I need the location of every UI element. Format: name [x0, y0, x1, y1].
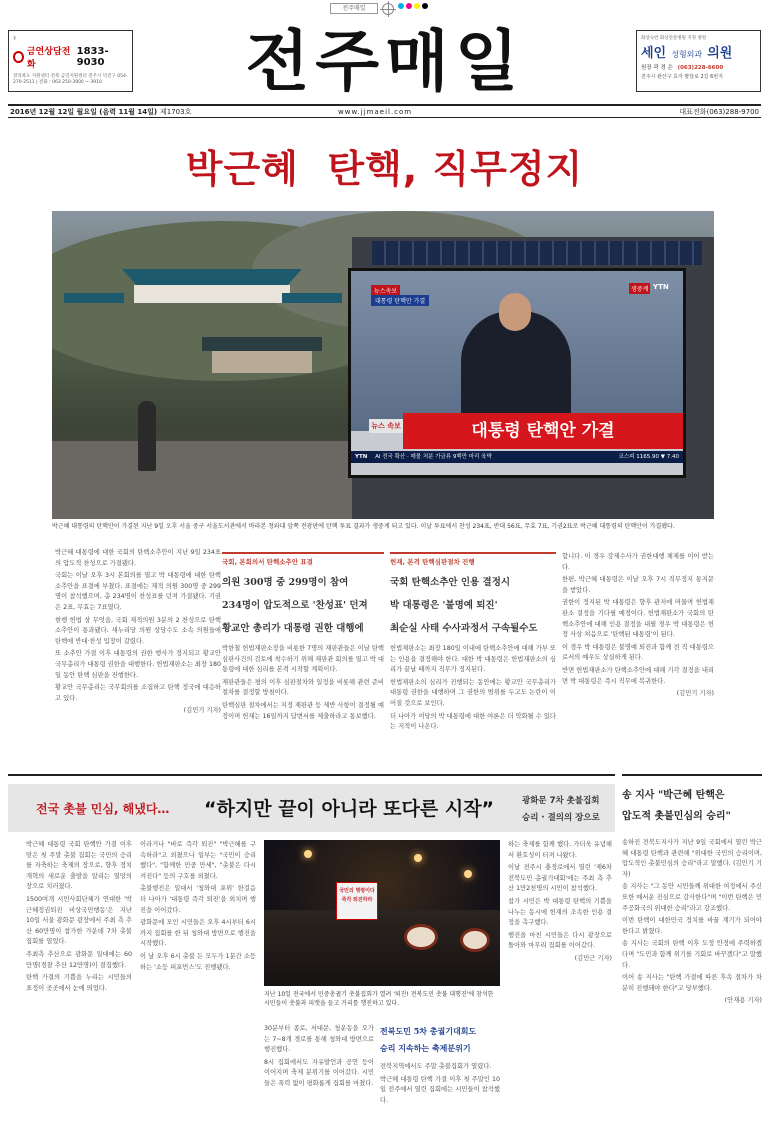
photo-caption: 박근혜 대통령의 탄핵안이 가결된 지난 9일 오후 서울 중구 서울도서관에서 바라본 청와대 앞쪽 전광판에 탄핵 투표 결과가 생중계 되고 있다. 이날 투표에서 찬성 234표, 반대 56표, 무효 7표, 기권2표로 박근혜 대통령의 탄핵안이 가결됐다. — [52, 523, 675, 530]
article1-p: 국회는 이날 오후 3시 본회의를 열고 박 대통령에 대한 탄핵소추안을 표결에 부쳤다. 표결에는 재적 의원 300명 중 299명이 참석했으며, 총 234명이 찬성표를 던져 가결됐다. 기권은 2표, 무효는 7표였다. — [55, 572, 221, 611]
tv-logo: YTN — [653, 283, 669, 291]
ad-left-number: 1833-9030 — [76, 46, 109, 68]
article1-byline: (김민기 기자) — [183, 707, 221, 715]
tv-ticker-logo: YTN — [355, 454, 368, 460]
palace-roof — [202, 337, 322, 351]
side-headline: 압도적 촛불민심의 승리" — [622, 811, 731, 822]
candle-photo — [264, 840, 500, 986]
article2-head: 황교안 총리가 대통령 권한 대행에 — [222, 623, 364, 634]
tv-badge: 뉴스속보 — [371, 285, 400, 296]
article4-p: 이 경우 박 대통령은 불명예 퇴진과 함께 전 직 대통령으로서의 예우도 상실하게 된다. — [562, 643, 714, 662]
article4-byline: (김민기 기자) — [676, 690, 714, 698]
candle-p: 이날 전주시 충경로에서 열린 '제6차 전북도민 총궐기대회'에는 주최 측 추산 1만2천명의 시민이 참석했다. — [508, 864, 612, 893]
palace-building — [134, 285, 290, 303]
candle-p: 8시 집회에서도 자유발언과 공연 등이 이어지며 축제 분위기를 이어갔다. 시민들은 폭력 없이 평화롭게 집회를 마쳤다. — [264, 1058, 374, 1087]
solar-panels — [372, 241, 702, 265]
ad-right-name3: 의원 — [707, 46, 733, 61]
ad-clinic — [636, 30, 761, 92]
candle-col4 — [508, 840, 612, 967]
candle-byline: (김민근 기자) — [574, 954, 612, 962]
candle-col2 — [140, 840, 256, 975]
article4-p: 반면 헌법재판소가 탄핵소추안에 대해 기각 결정을 내리면 박 대통령은 즉시 직무에 복귀한다. — [562, 666, 714, 685]
ad-right-tel: (063)228-6600 — [677, 65, 724, 71]
article1-p: 박근혜 대통령에 대한 국회의 탄핵소추안이 지난 9일 234표의 압도적 찬성으로 가결됐다. — [55, 549, 221, 567]
palace-roof — [282, 293, 342, 303]
article4-p: 권한이 정지된 박 대통령은 향후 관저에 머물며 헌법재판소 결정을 기다릴 예정이다. 헌법재판소가 국회의 탄핵소추안에 대해 인용 결정을 내릴 경우 박 대통령은 헌정 사상 처음으로 '탄핵된 대통령'이 된다. — [562, 599, 714, 639]
tv-screen — [348, 268, 686, 478]
article2-head: 의원 300명 중 299명이 참여 — [222, 577, 349, 588]
statue — [138, 401, 156, 471]
tv-sub: 대통령 탄핵안 가결 — [371, 295, 429, 306]
side-byline: (안재용 기자) — [724, 997, 762, 1005]
candle-subhead: 전북도민 5차 총궐기대회도 — [380, 1026, 477, 1036]
side-headline: 송 지사 "박근혜 탄핵은 — [622, 790, 725, 801]
candle-col3-left — [264, 1024, 374, 1092]
registration-mark — [382, 3, 394, 15]
dateline-date: 2016년 12월 12일 월요일 (음력 11월 14일) — [10, 108, 158, 116]
article3-head: 최순실 사태 수사과정서 구속될수도 — [390, 623, 538, 634]
candle-p: 박근혜 대통령 탄핵 가결 이후 첫 주말인 10일 전주에서 열린 집회에는 시민들이 참석했다. — [380, 1075, 500, 1104]
article2-p: 박한철 헌법재판소장을 비롯한 7명의 재판관들은 이날 탄핵심판사건의 검토에 착수하기 위해 재판관 회의를 열고 박 대통령에 대한 심리를 본격 시작할 계획이다. — [222, 645, 385, 674]
article4-p: 합니다. 이 경우 강제수사가 권한대행 체제를 이어 받는다. — [562, 553, 714, 571]
article1-p: 또 소추안 가결 이후 대통령의 권한 행사가 정지되고 황교안 국무총리가 대통령 권한을 대행한다. 헌법재판소는 최장 180일 동안 탄핵 심판을 진행한다. — [55, 650, 221, 679]
article3-tag: 헌재, 본격 탄핵심판절차 진행 — [390, 552, 556, 566]
side-p: 이번 탄핵이 대한민국 정치를 바꿀 계기가 되어야 한다고 밝혔다. — [622, 917, 762, 935]
candle-banner — [8, 784, 615, 832]
dateline-url: www.jjmaeil.com — [338, 108, 413, 116]
cmyk-marks — [398, 3, 430, 11]
tv-stock: 코스피 1165.90 ▼ 7.40 — [618, 454, 679, 460]
protest-sign: 국민의 명령이다 즉각 퇴진하라 — [336, 882, 378, 920]
tv-corner: 생중계 — [629, 283, 650, 294]
article2-tag: 국회, 본회의서 탄핵소추안 표결 — [222, 552, 384, 566]
article1-p: 황교안 국무총리는 국무회의를 소집하고 탄핵 정국에 대응하고 있다. — [55, 684, 221, 702]
candle-headline: “하지만 끝이 아니라 또다른 시작” — [204, 798, 495, 820]
article3-head: 박 대통령은 '불명예 퇴진' — [390, 600, 498, 611]
palace-roof — [64, 293, 124, 303]
candle-col1 — [26, 840, 132, 996]
article3-p: 헌법재판소는 최장 180일 이내에 탄핵소추안에 대해 가부 또는 인용을 결정해야 한다. 대한 박 대통령은 헌법재판소의 심리가 끝날 때까지 직무가 정지된다. — [390, 645, 556, 674]
article3-head: 국회 탄핵소추안 인용 결정시 — [390, 577, 511, 588]
palace-building — [212, 351, 312, 373]
candle-sub2: 승리 · 결의의 장으로 — [522, 813, 600, 823]
ad-left-small: 전라북도 지원센터 전북 금연지원센터 전주시 덕진구 054-270-2511 | 전화 : 063 250-3900 ~ 3910 — [13, 74, 128, 85]
candle-p: 촛불행진은 일대서 '청와대 포위' 한걸음 더 나아가 '대통령 즉각 퇴진'을 외치며 행진을 이어갔다. — [140, 885, 256, 914]
ad-left-title: 금연상담전화 — [26, 47, 71, 70]
article4-p: 한편, 박근혜 대통령은 이날 오후 7시 직무정지 통지문을 받았다. — [562, 576, 714, 594]
candle-p: 주최측 추산으로 광화문 일대에는 60만명(경찰 추산 12만명)이 결집했다. — [26, 950, 132, 969]
ad-quit-smoking: ⚕ 금연상담전화 1833-9030 전라북도 지원센터 전북 금연지원센터 전주시 덕진구 054-270-2511 | 전화 : 063 250-3900 ~ 3910 — [8, 30, 133, 92]
side-p: 이어 송 지사는 "탄핵 가결에 따른 후속 절차가 차분히 진행돼야 한다"고 당부했다. — [622, 974, 762, 992]
article2-p: 재판관들은 평의 이후 심판절차와 일정을 비롯해 관련 준비 절차를 결정할 방침이다. — [222, 678, 384, 697]
palace-roof — [122, 269, 302, 285]
article3-p: 헌법재판소의 심리가 진행되는 동안에는 황교안 국무총리가 대통령 권한을 대행하며 그 권한의 범위를 두고도 논란이 이어질 것으로 보인다. — [390, 678, 556, 707]
tv-ticker: AI 전국 확산 · 매몰 처분 가금류 9백만 마리 육박 — [375, 454, 492, 460]
side-p: 송하진 전북도지사가 지난 9일 국회에서 열린 박근혜 대통령 탄핵과 관련해 "위대한 국민의 승리이며, 압도적인 촛불민심의 승리"라고 말했다. (김민기 기자) — [622, 839, 762, 878]
ad-right-line1: 화상숙련 화상전문병원 지정 병원 — [641, 36, 707, 41]
page-label: 전주매일 — [330, 3, 378, 14]
candle-p: 이라거나 "바로 즉각 퇴진" "박근혜를 구속하라"고 외쳤으나 일부는 "국민이 승리했다", "함께한 민중 만세", "촛불은 다시 켜진다" 등의 구호를 외쳤다. — [140, 841, 256, 880]
light — [464, 870, 472, 878]
ad-right-address: 전주시 완산구 효자 팔달로 2길 6번지 — [641, 74, 723, 80]
ad-right-name1: 세인 — [641, 46, 667, 61]
ad-right-name2: 성형외과 — [671, 50, 703, 59]
ad-right-director: 원장 곽 경 은 — [641, 65, 673, 71]
article1-p: 현행 헌법 상 무엇을, 국회 재적의원 3분의 2 찬성으로 탄핵소추안이 통과됐다. 새누리당 의원 상당수도 소속 의원들에 탄핵에 반대·찬성 입장이 갈렸다. — [55, 616, 221, 645]
light — [304, 850, 312, 858]
light — [414, 854, 422, 862]
candle-subhead: 승리 지속하는 축제분위기 — [380, 1043, 471, 1053]
candle-section — [8, 774, 615, 1120]
tv-banner: 대통령 탄핵안 가결 — [403, 413, 683, 449]
article1 — [55, 548, 221, 719]
drum — [404, 924, 438, 950]
candle-photo-caption: 지난 10일 전국에서 민중총궐기 촛불집회가 열려 '퇴진! 전북도민 촛불 대행진'에 참석한 시민들이 촛불과 피켓을 들고 거리를 행진하고 있다. — [264, 991, 494, 1007]
candle-p: 이 날 오후 6시 촛불 든 모두가 1분간 소등하는 '소등 퍼포먼스'도 진행됐다. — [140, 952, 256, 971]
article4 — [562, 552, 714, 702]
tv-anchor-head — [499, 293, 531, 331]
article3-p: 더 나아가 여당의 박 대통령에 대한 여론은 더 악화될 수 있다는 지적이 나온다. — [390, 712, 557, 731]
candle-p: 행진을 마친 시민들은 다시 광장으로 돌아와 마무리 집회를 이어갔다. — [508, 931, 612, 950]
candle-p: 탄핵 가결의 기쁨을 누리는 시민들의 표정이 곳곳에서 눈에 띄었다. — [26, 974, 132, 992]
dateline-phone: 대표전화(063)288-9700 — [679, 108, 759, 116]
article2-p: 탄핵심판 절차에서는 지정 재판관 등 제반 사항이 결정될 예정이며 헌재는 16일까지 답변서를 제출하라고 통보했다. — [222, 701, 384, 720]
main-photo — [52, 211, 714, 519]
candle-p: 박근혜 대통령 국회 탄핵안 가결 이후 맞은 첫 주말 촛불 집회는 국민의 승리를 자축하는 축제의 장으로, 향후 정치개혁의 새로운 출발을 알리는 열망의 장으로 치러졌다. — [26, 841, 132, 891]
drum — [460, 928, 490, 952]
candle-p: 30분부터 종로, 서대문, 청운동을 오가는 7~8개 경로를 통해 청와대 방면으로 행진했다. — [264, 1025, 374, 1054]
side-p: 송 지사는 "그 동안 시민들께 위대한 여정에서 주신 또한 매서운 진심으로 감사한다"며 "이번 탄핵은 민주공화국의 위대한 승리"라고 강조했다. — [622, 883, 762, 912]
candle-p: 전북지역에서도 주말 촛불집회가 열렸다. — [380, 1063, 492, 1070]
article2-head: 234명이 압도적으로 '찬성표' 던져 — [222, 600, 368, 611]
dateline-issue: 제1703호 — [160, 108, 192, 116]
candle-p: 광화문에 모인 시민들은 오후 4시부터 6시까지 집회를 한 뒤 청와대 방면으로 행진을 시작했다. — [140, 919, 256, 948]
no-smoking-icon — [13, 51, 24, 63]
main-headline: 박근혜 탄핵, 직무정지 — [185, 147, 584, 191]
candle-p: 1500여개 시민사회단체가 연대한 '박근혜정권퇴진 비상국민행동'은 지난 10일 서울 광화문 광장에서 주최 측 추산 60만명이 참가한 가운데 7차 촛불집회를 열었다. — [26, 895, 132, 946]
masthead-title: 전주매일 — [245, 23, 525, 100]
candle-p: 하는 축제를 함께 했다. 가더욱 유념해서 환호성이 터져 나왔다. — [508, 841, 612, 859]
candle-p: 참가 시민은 박 대통령 탄핵의 기쁨을 나누는 동시에 헌재의 조속한 인용 결정을 촉구했다. — [508, 897, 612, 927]
side-p: 송 지사는 국회의 탄핵 이후 도정 안정에 주력하겠다며 "도민과 함께 위기를 기회로 바꾸겠다"고 말했다. — [622, 940, 762, 969]
tv-flash: 뉴스 속보 — [369, 419, 403, 433]
side-article — [622, 774, 762, 1120]
candle-sub1: 광화문 7차 촛불집회 — [522, 796, 600, 806]
candle-kicker: 전국 촛불 민심, 해냈다… — [36, 802, 170, 816]
